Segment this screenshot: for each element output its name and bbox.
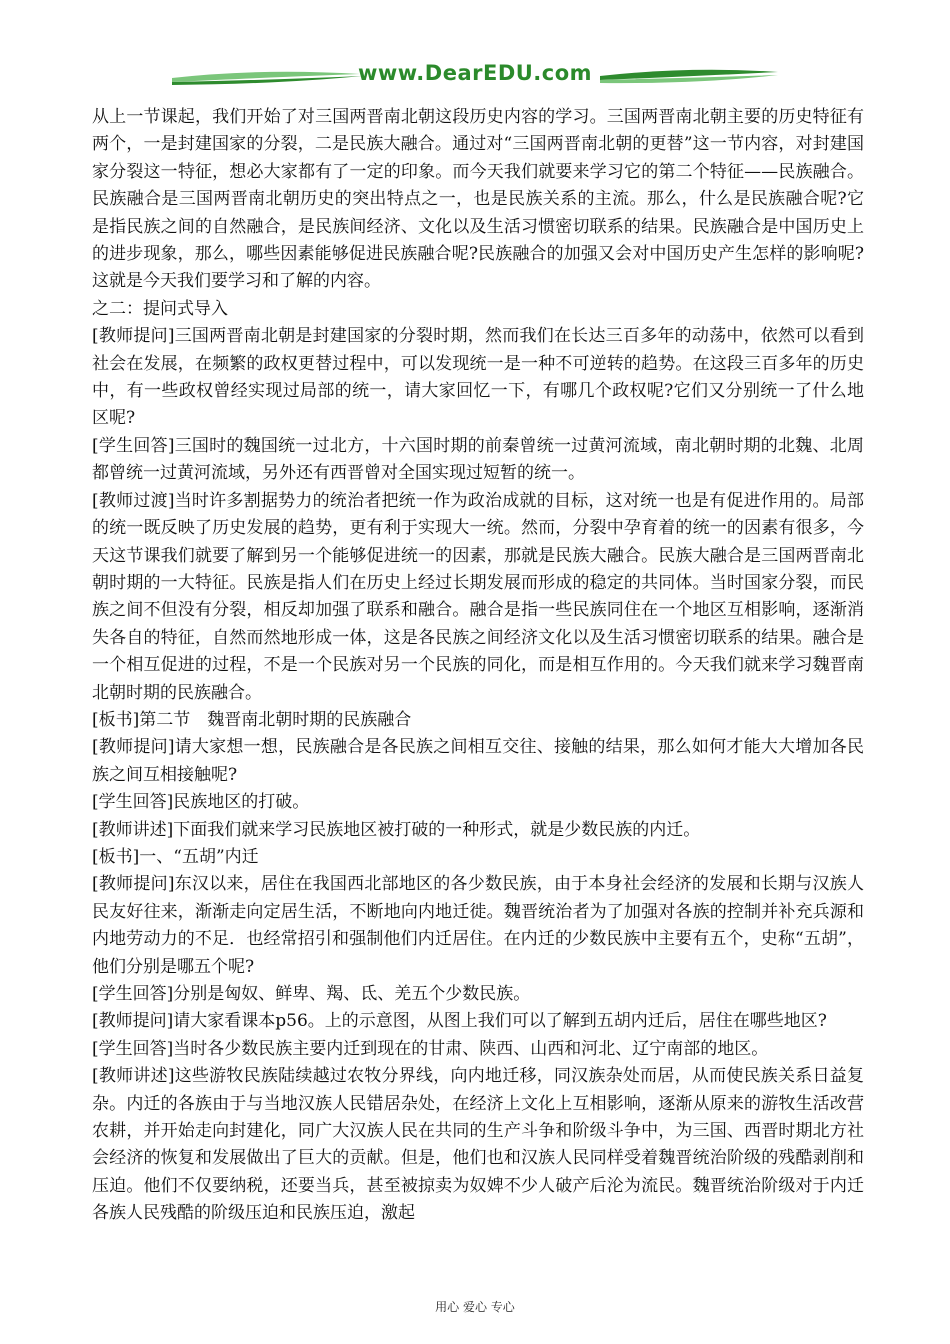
- paragraph-student-answer-4: [学生回答]当时各少数民族主要内迁到现在的甘肃、陕西、山西和河北、辽宁南部的地区。: [92, 1038, 769, 1059]
- paragraph-teacher-lecture-1: [教师讲述]下面我们就来学习民族地区被打破的一种形式，就是少数民族的内迁。: [92, 819, 701, 840]
- paragraph-teacher-question-3: [教师提问]东汉以来，居住在我国西北部地区的各少数民族，由于本身社会经济的发展和长期与汉族人民友好往来，渐渐走向定居生活，不断地向内地迁徙。魏晋统治者为了加强对各族的控制并补充兵源和内地劳动力的不足．也经常招引和强制他们内迁居住。在内迁的少数民族中主要有五个，史称“五胡”，他们分别是哪五个呢?: [92, 874, 864, 977]
- paragraph-teacher-question-4: [教师提问]请大家看课本p56。上的示意图，从图上我们可以了解到五胡内迁后，居住在哪些地区?: [92, 1011, 827, 1032]
- paragraph-teacher-question-1: [教师提问]三国两晋南北朝是封建国家的分裂时期，然而我们在长达三百多年的动荡中，依然可以看到社会在发展，在频繁的政权更替过程中，可以发现统一是一种不可逆转的趋势。在这段三百多年的历史中，有一些政权曾经实现过局部的统一，请大家回忆一下，有哪几个政权呢?它们又分别统一了什么地区呢?: [92, 326, 864, 429]
- paragraph-heading-method-2: 之二：提问式导入: [92, 298, 228, 319]
- paragraph-teacher-lecture-2: [教师讲述]这些游牧民族陆续越过农牧分界线，向内地迁移，同汉族杂处而居，从而使民族关系日益复杂。内迁的各族由于与当地汉族人民错居杂处，在经济上文化上互相影响，逐渐从原来的游牧生活改营农耕，并开始走向封建化，同广大汉族人民在共同的生产斗争和阶级斗争中，为三国、西晋时期北方社会经济的恢复和发展做出了巨大的贡献。但是，他们也和汉族人民同样受着魏晋统治阶级的残酷剥削和压迫。他们不仅要纳税，还要当兵，甚至被掠卖为奴婢不少人破产后沦为流民。魏晋统治阶级对于内迁各族人民残酷的阶级压迫和民族压迫，激起: [92, 1066, 864, 1224]
- paragraph-student-answer-1: [学生回答]三国时的魏国统一过北方，十六国时期的前秦曾统一过黄河流域，南北朝时期的北魏、北周都曾统一过黄河流域，另外还有西晋曾对全国实现过短暂的统一。: [92, 435, 864, 484]
- page-footer: 用心 爱心 专心: [435, 1300, 515, 1314]
- paragraph-teacher-transition: [教师过渡]当时许多割据势力的统治者把统一作为政治成就的目标，这对统一也是有促进作用的。局部的统一既反映了历史发展的趋势，更有利于实现大一统。然而，分裂中孕育着的统一的因素有很多，今天这节课我们就要了解到另一个能够促进统一的因素，那就是民族大融合。民族大融合是三国两晋南北朝时期的一大特征。民族是指人们在历史上经过长期发展而形成的稳定的共同体。当时国家分裂，而民族之间不但没有分裂，相反却加强了联系和融合。融合是指一些民族同住在一个地区互相影响，逐渐消失各自的特征，自然而然地形成一体，这是各民族之间经济文化以及生活习惯密切联系的结果。融合是一个相互促进的过程，不是一个民族对另一个民族的同化，而是相互作用的。今天我们就来学习魏晋南北朝时期的民族融合。: [92, 490, 864, 703]
- site-header: [0, 58, 950, 94]
- paragraph-teacher-question-2: [教师提问]请大家想一想，民族融合是各民族之间相互交往、接触的结果，那么如何才能大大增加各民族之间互相接触呢?: [92, 737, 864, 785]
- paragraph-board-wuhu: [板书]一、“五胡”内迁: [92, 846, 259, 867]
- paragraph-board-section-2: [板书]第二节 魏晋南北朝时期的民族融合: [92, 709, 412, 730]
- site-logo-text[interactable]: www.DearEDU.com: [357, 61, 593, 85]
- paragraph-student-answer-3: [学生回答]分别是匈奴、鲜卑、羯、氐、羌五个少数民族。: [92, 984, 531, 1004]
- paragraph-student-answer-2: [学生回答]民族地区的打破。: [92, 792, 310, 813]
- paragraph-intro: 从上一节课起，我们开始了对三国两晋南北朝这段历史内容的学习。三国两晋南北朝主要的历史特征有两个，一是封建国家的分裂，二是民族大融合。通过对“三国两晋南北朝的更替”这一节内容，对封建国家分裂这一特征，想必大家都有了一定的印象。而今天我们就要来学习它的第二个特征——民族融合。民族融合是三国两晋南北朝历史的突出特点之一，也是民族关系的主流。那么，什么是民族融合呢?它是指民族之间的自然融合，是民族间经济、文化以及生活习惯密切联系的结果。民族融合是中国历史上的进步现象，那么，哪些因素能够促进民族融合呢?民族融合的加强又会对中国历史产生怎样的影响呢?这就是今天我们要学习和了解的内容。: [92, 107, 864, 292]
- article-body: [92, 104, 864, 1228]
